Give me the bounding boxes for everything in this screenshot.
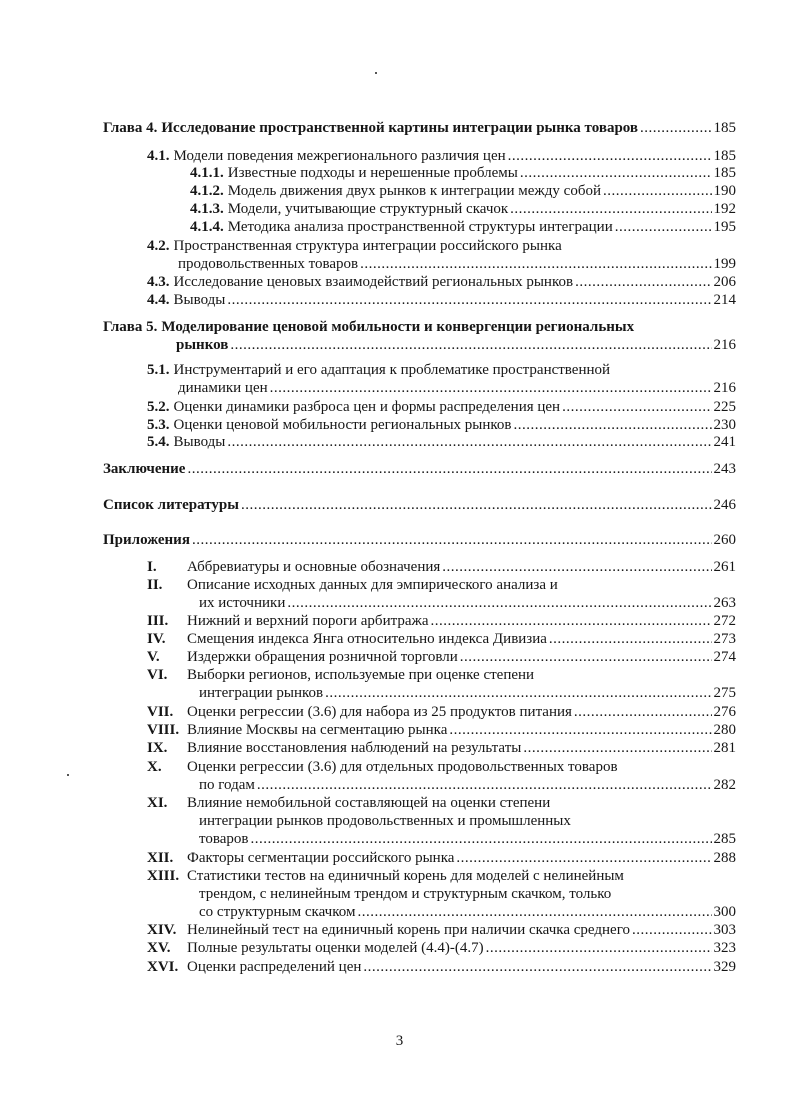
entry-page: 329 bbox=[713, 959, 736, 975]
entry-number: 4.1.1. bbox=[190, 165, 224, 181]
entry-title: Исследование пространственной картины интеграции рынка товаров bbox=[161, 120, 639, 136]
entry-page: 280 bbox=[713, 722, 736, 738]
dot-leader bbox=[510, 200, 711, 218]
entry-title: Полные результаты оценки моделей (4.4)-(4.7) bbox=[187, 940, 484, 956]
entry-page: 216 bbox=[713, 337, 736, 353]
entry-title: Аббревиатуры и основные обозначения bbox=[187, 559, 441, 575]
entry-title: Оценки регрессии (3.6) для отдельных продовольственных товаров bbox=[187, 759, 618, 775]
toc-entry[interactable] bbox=[147, 361, 736, 397]
entry-page: 206 bbox=[713, 274, 736, 290]
entry-title: Выводы bbox=[173, 434, 226, 450]
toc-entry[interactable] bbox=[147, 398, 736, 416]
toc-entry[interactable] bbox=[147, 703, 736, 721]
dot-leader bbox=[357, 903, 711, 921]
entry-title: Модели, учитывающие структурный скачок bbox=[227, 201, 509, 217]
entry-title: динамики цен bbox=[178, 380, 268, 396]
entry-number: 4.1. bbox=[147, 148, 170, 164]
entry-title: со структурным скачком bbox=[199, 904, 356, 920]
entry-title: Влияние восстановления наблюдений на результаты bbox=[187, 740, 522, 756]
entry-number: Глава 4. bbox=[103, 120, 158, 136]
dot-leader bbox=[360, 255, 711, 273]
scan-speck bbox=[375, 72, 377, 74]
entry-number: 5.2. bbox=[147, 399, 170, 415]
entry-page: 300 bbox=[713, 904, 736, 920]
toc-entry[interactable] bbox=[147, 558, 736, 576]
dot-leader bbox=[508, 147, 712, 165]
toc-entry[interactable] bbox=[147, 291, 736, 309]
entry-page: 185 bbox=[713, 165, 736, 181]
dot-leader bbox=[227, 291, 711, 309]
entry-number: Глава 5. bbox=[103, 319, 158, 335]
entry-number: XII. bbox=[147, 850, 174, 866]
toc-entry[interactable] bbox=[147, 147, 736, 165]
toc-entry[interactable] bbox=[190, 164, 736, 182]
toc-entry[interactable] bbox=[147, 576, 736, 612]
entry-number: 4.1.3. bbox=[190, 201, 224, 217]
toc-entry[interactable] bbox=[103, 496, 736, 514]
entry-page: 199 bbox=[713, 256, 736, 272]
entry-number: 5.1. bbox=[147, 362, 170, 378]
entry-page: 190 bbox=[713, 183, 736, 199]
toc-entry[interactable] bbox=[147, 849, 736, 867]
toc-entry[interactable] bbox=[147, 433, 736, 451]
entry-title: интеграции рынков продовольственных и промышленных bbox=[199, 813, 571, 829]
dot-leader bbox=[287, 594, 711, 612]
entry-title: Выводы bbox=[173, 292, 226, 308]
dot-leader bbox=[192, 531, 712, 549]
toc-entry[interactable] bbox=[147, 721, 736, 739]
dot-leader bbox=[523, 739, 711, 757]
dot-leader bbox=[250, 830, 711, 848]
toc-entry[interactable] bbox=[147, 939, 736, 957]
dot-leader bbox=[615, 218, 712, 236]
dot-leader bbox=[514, 416, 712, 434]
entry-page: 241 bbox=[713, 434, 736, 450]
entry-number: 4.3. bbox=[147, 274, 170, 290]
dot-leader bbox=[456, 849, 711, 867]
toc-entry[interactable] bbox=[147, 867, 736, 921]
entry-number: VI. bbox=[147, 667, 168, 683]
entry-number: 4.1.2. bbox=[190, 183, 224, 199]
entry-page: 195 bbox=[713, 219, 736, 235]
dot-leader bbox=[520, 164, 712, 182]
entry-page: 273 bbox=[713, 631, 736, 647]
entry-number: XVI. bbox=[147, 959, 179, 975]
entry-title: Пространственная структура интеграции российского рынка bbox=[173, 238, 562, 254]
scan-speck bbox=[67, 774, 69, 776]
entry-page: 281 bbox=[713, 740, 736, 756]
entry-page: 185 bbox=[713, 148, 736, 164]
dot-leader bbox=[442, 558, 711, 576]
toc-entry[interactable] bbox=[190, 218, 736, 236]
entry-title: Влияние Москвы на сегментацию рынка bbox=[187, 722, 448, 738]
toc-entry[interactable] bbox=[190, 182, 736, 200]
entry-title: продовольственных товаров bbox=[178, 256, 359, 272]
entry-number: I. bbox=[147, 559, 157, 575]
entry-title: Влияние немобильной составляющей на оценки степени bbox=[187, 795, 551, 811]
dot-leader bbox=[449, 721, 711, 739]
entry-page: 303 bbox=[713, 922, 736, 938]
entry-page: 285 bbox=[713, 831, 736, 847]
dot-leader bbox=[431, 612, 712, 630]
entry-page: 230 bbox=[713, 417, 736, 433]
entry-page: 192 bbox=[713, 201, 736, 217]
dot-leader bbox=[241, 496, 712, 514]
entry-title: Оценки регрессии (3.6) для набора из 25 продуктов питания bbox=[187, 704, 572, 720]
entry-number: XV. bbox=[147, 940, 171, 956]
entry-title: Известные подходы и нерешенные проблемы bbox=[227, 165, 518, 181]
dot-leader bbox=[257, 776, 712, 794]
page-number: 3 bbox=[395, 1033, 404, 1049]
entry-page: 243 bbox=[713, 461, 736, 477]
entry-title: Инструментарий и его адаптация к проблематике пространственной bbox=[173, 362, 611, 378]
toc-entry[interactable] bbox=[103, 318, 736, 354]
entry-title: Список литературы bbox=[103, 497, 239, 513]
toc-entry[interactable] bbox=[147, 794, 736, 848]
dot-leader bbox=[603, 182, 712, 200]
dot-leader bbox=[363, 958, 711, 976]
dot-leader bbox=[575, 273, 711, 291]
entry-page: 275 bbox=[713, 685, 736, 701]
entry-number: XI. bbox=[147, 795, 168, 811]
entry-page: 276 bbox=[713, 704, 736, 720]
entry-page: 260 bbox=[713, 532, 736, 548]
toc-entry[interactable] bbox=[147, 237, 736, 273]
entry-title: Приложения bbox=[103, 532, 190, 548]
entry-title: их источники bbox=[199, 595, 286, 611]
toc-entry[interactable] bbox=[147, 958, 736, 976]
entry-number: 5.4. bbox=[147, 434, 170, 450]
entry-title: трендом, с нелинейным трендом и структурным скачком, только bbox=[199, 886, 612, 902]
toc-entry[interactable] bbox=[103, 531, 736, 549]
toc-entry[interactable] bbox=[147, 416, 736, 434]
entry-number: 4.4. bbox=[147, 292, 170, 308]
dot-leader bbox=[632, 921, 712, 939]
entry-title: товаров bbox=[199, 831, 249, 847]
entry-title: Оценки динамики разброса цен и формы распределения цен bbox=[173, 399, 561, 415]
entry-number: XIII. bbox=[147, 868, 180, 884]
dot-leader bbox=[562, 398, 711, 416]
toc-entry[interactable] bbox=[147, 921, 736, 939]
entry-page: 185 bbox=[713, 120, 736, 136]
entry-page: 288 bbox=[713, 850, 736, 866]
entry-title: Методика анализа пространственной структуры интеграции bbox=[227, 219, 613, 235]
entry-number: VIII. bbox=[147, 722, 180, 738]
entry-title: Факторы сегментации российского рынка bbox=[187, 850, 455, 866]
entry-number: IV. bbox=[147, 631, 166, 647]
entry-page: 214 bbox=[713, 292, 736, 308]
entry-title: рынков bbox=[176, 337, 229, 353]
dot-leader bbox=[574, 703, 712, 721]
entry-page: 261 bbox=[713, 559, 736, 575]
entry-number: III. bbox=[147, 613, 169, 629]
entry-number: 4.1.4. bbox=[190, 219, 224, 235]
entry-number: 5.3. bbox=[147, 417, 170, 433]
entry-title: Модели поведения межрегионального различия цен bbox=[173, 148, 506, 164]
toc-entry[interactable] bbox=[147, 758, 736, 794]
entry-title: Оценки ценовой мобильности региональных рынков bbox=[173, 417, 512, 433]
entry-title: Заключение bbox=[103, 461, 186, 477]
dot-leader bbox=[187, 460, 711, 478]
entry-title: Исследование ценовых взаимодействий региональных рынков bbox=[173, 274, 574, 290]
entry-page: 282 bbox=[713, 777, 736, 793]
entry-title: интеграции рынков bbox=[199, 685, 324, 701]
entry-page: 272 bbox=[713, 613, 736, 629]
dot-leader bbox=[230, 336, 711, 354]
entry-number: XIV. bbox=[147, 922, 177, 938]
entry-page: 274 bbox=[713, 649, 736, 665]
toc-entry[interactable] bbox=[147, 630, 736, 648]
entry-number: X. bbox=[147, 759, 162, 775]
dot-leader bbox=[549, 630, 712, 648]
toc-entry[interactable] bbox=[103, 119, 736, 137]
entry-title: Модель движения двух рынков к интеграции между собой bbox=[227, 183, 601, 199]
dot-leader bbox=[640, 119, 711, 137]
entry-title: Моделирование ценовой мобильности и конвергенции региональных bbox=[161, 319, 635, 335]
entry-number: V. bbox=[147, 649, 160, 665]
entry-title: Смещения индекса Янга относительно индекса Дивизиа bbox=[187, 631, 547, 647]
entry-title: Нелинейный тест на единичный корень при наличии скачка среднего bbox=[187, 922, 630, 938]
dot-leader bbox=[270, 379, 712, 397]
entry-title: Нижний и верхний пороги арбитража bbox=[187, 613, 429, 629]
entry-title: Статистики тестов на единичный корень для моделей с нелинейным bbox=[187, 868, 624, 884]
entry-title: Издержки обращения розничной торговли bbox=[187, 649, 458, 665]
entry-number: 4.2. bbox=[147, 238, 170, 254]
toc-entry[interactable] bbox=[147, 612, 736, 630]
toc-entry[interactable] bbox=[190, 200, 736, 218]
entry-title: Описание исходных данных для эмпирического анализа и bbox=[187, 577, 558, 593]
dot-leader bbox=[227, 433, 711, 451]
entry-title: Оценки распределений цен bbox=[187, 959, 362, 975]
toc-entry[interactable] bbox=[103, 460, 736, 478]
dot-leader bbox=[486, 939, 712, 957]
dot-leader bbox=[460, 648, 712, 666]
entry-number: VII. bbox=[147, 704, 174, 720]
entry-page: 216 bbox=[713, 380, 736, 396]
dot-leader bbox=[325, 684, 711, 702]
entry-page: 263 bbox=[713, 595, 736, 611]
toc-entry[interactable] bbox=[147, 273, 736, 291]
toc-entry[interactable] bbox=[147, 739, 736, 757]
toc-entry[interactable] bbox=[147, 666, 736, 702]
entry-number: II. bbox=[147, 577, 163, 593]
entry-title: Выборки регионов, используемые при оценке степени bbox=[187, 667, 535, 683]
entry-page: 225 bbox=[713, 399, 736, 415]
toc-entry[interactable] bbox=[147, 648, 736, 666]
entry-page: 246 bbox=[713, 497, 736, 513]
entry-number: IX. bbox=[147, 740, 168, 756]
entry-page: 323 bbox=[713, 940, 736, 956]
entry-title: по годам bbox=[199, 777, 255, 793]
